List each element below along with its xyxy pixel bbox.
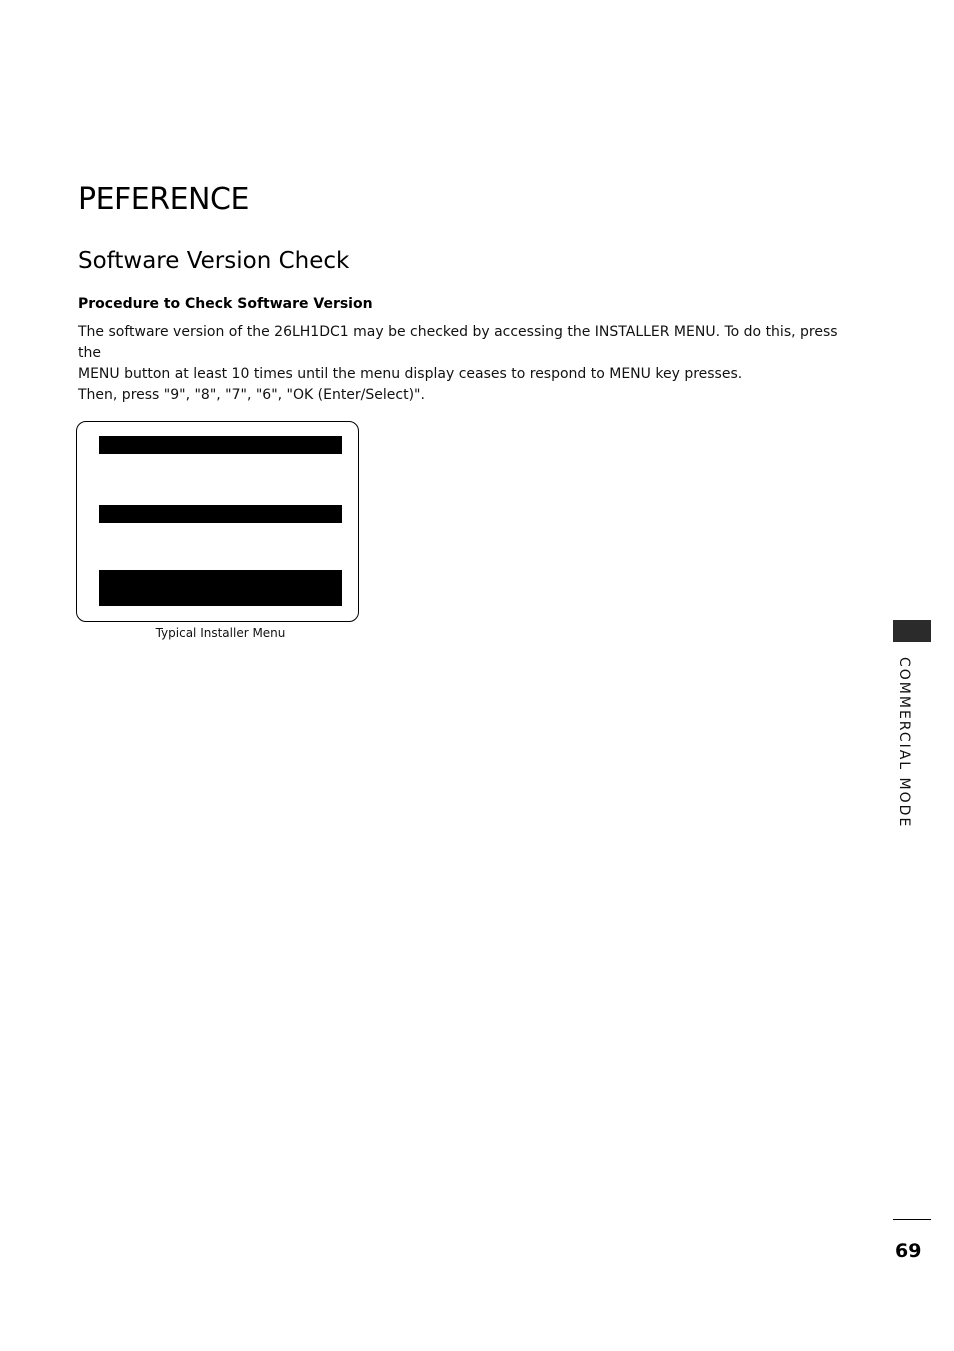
body-line-3: Then, press "9", "8", "7", "6", "OK (Enter/Select)".: [78, 387, 425, 403]
side-tab-label: COMMERCIAL MODE: [896, 657, 912, 829]
body-paragraph: [78, 322, 838, 406]
body-line-1: The software version of the 26LH1DC1 may be checked by accessing the INSTALLER MENU. To do this, press the: [78, 324, 838, 361]
body-line-2: MENU button at least 10 times until the menu display ceases to respond to MENU key presses.: [78, 366, 743, 382]
page-number: 69: [895, 1240, 922, 1262]
installer-menu-figure: [76, 421, 359, 622]
menu-redacted-bar: [99, 505, 342, 523]
side-tab-marker: [893, 620, 931, 642]
figure-caption: Typical Installer Menu: [155, 626, 286, 640]
page-title: PEFERENCE: [78, 182, 249, 217]
menu-redacted-bar: [99, 436, 342, 454]
procedure-subheading: Procedure to Check Software Version: [78, 296, 373, 312]
footer-divider: [893, 1219, 931, 1220]
section-title: Software Version Check: [78, 248, 350, 274]
menu-redacted-bar: [99, 570, 342, 606]
